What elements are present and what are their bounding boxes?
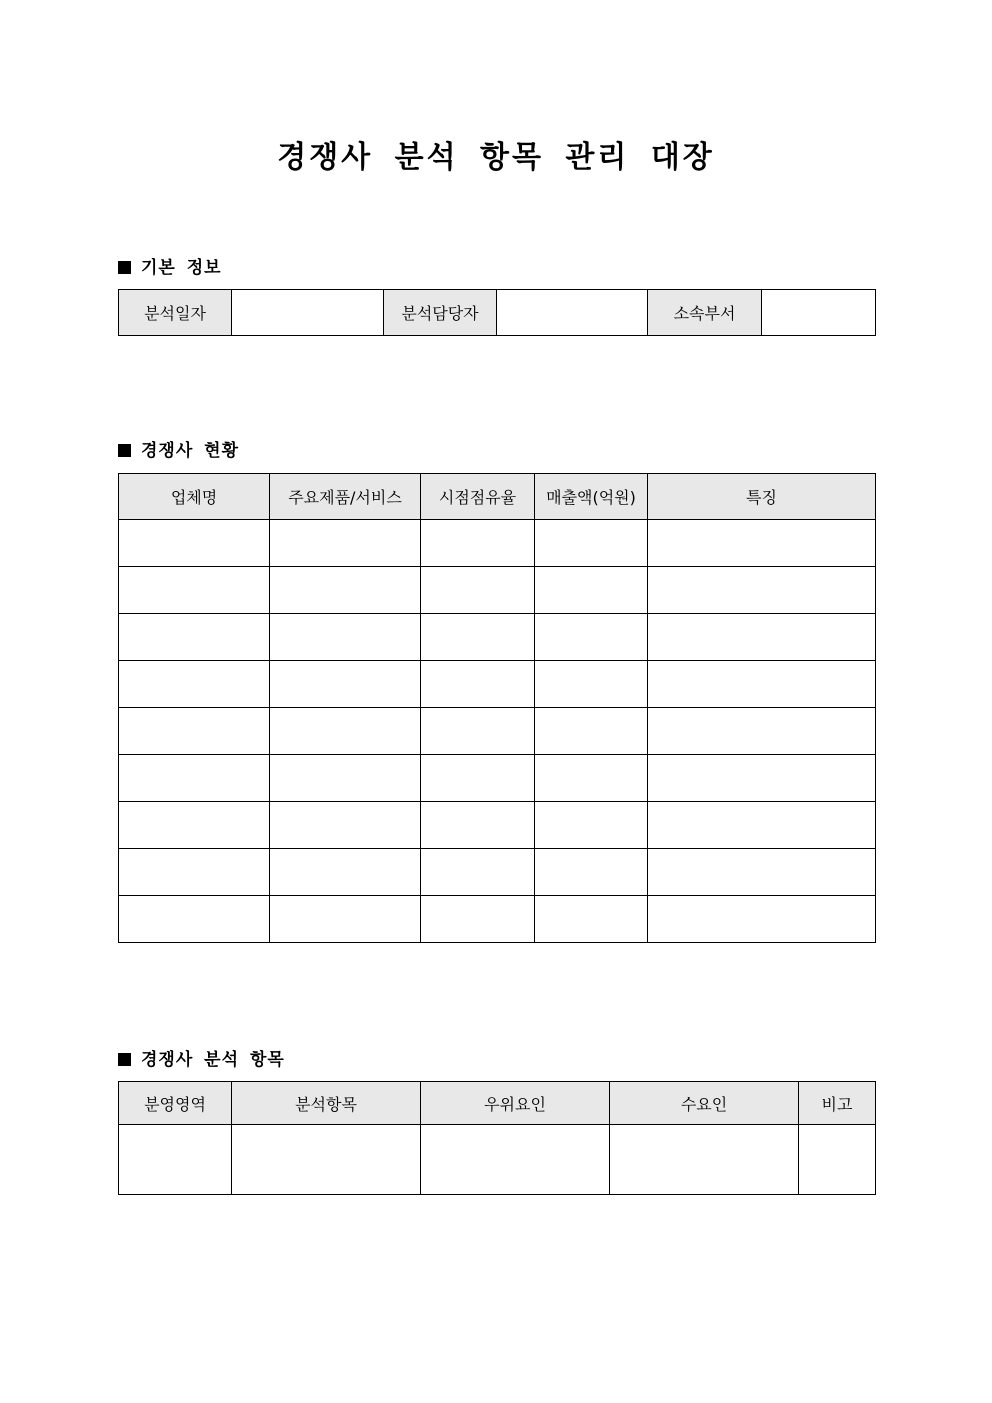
table-cell[interactable] [119,849,270,896]
table-row [119,661,876,708]
department-field[interactable] [762,290,876,336]
table-cell[interactable] [270,520,421,567]
table-cell[interactable] [270,802,421,849]
column-header: 특징 [648,474,876,520]
column-header: 수요인 [610,1082,799,1125]
table-cell[interactable] [648,614,876,661]
analysis-items-table [118,1081,876,1195]
column-header: 업체명 [119,474,270,520]
column-header: 우위요인 [421,1082,610,1125]
analyst-label: 분석담당자 [384,290,497,336]
table-cell[interactable] [119,708,270,755]
table-cell[interactable] [421,614,535,661]
table-cell[interactable] [119,520,270,567]
table-cell[interactable] [421,755,535,802]
column-header: 주요제품/서비스 [270,474,421,520]
column-header: 분석항목 [232,1082,421,1125]
table-cell[interactable] [270,708,421,755]
table-cell[interactable] [648,708,876,755]
section-heading-competitors [118,436,239,461]
analyst-field[interactable] [497,290,648,336]
table-cell[interactable] [648,520,876,567]
table-cell[interactable] [119,1125,232,1195]
table-row [119,896,876,943]
section-heading-analysis [118,1045,285,1070]
table-cell[interactable] [421,661,535,708]
table-cell[interactable] [648,755,876,802]
table-row [119,755,876,802]
analysis-date-label: 분석일자 [119,290,232,336]
table-cell[interactable] [119,567,270,614]
table-cell[interactable] [119,896,270,943]
table-header-row [119,1082,876,1125]
table-cell[interactable] [648,661,876,708]
table-cell[interactable] [421,1125,610,1195]
table-row [119,290,876,336]
column-header: 분영영역 [119,1082,232,1125]
table-cell[interactable] [535,567,648,614]
table-cell[interactable] [799,1125,876,1195]
section-heading-label: 경쟁사 분석 항목 [141,1050,285,1070]
table-cell[interactable] [421,520,535,567]
square-bullet-icon [118,1053,131,1066]
table-cell[interactable] [535,896,648,943]
table-cell[interactable] [610,1125,799,1195]
page-title: 경쟁사 분석 항목 관리 대장 [277,140,715,175]
table-cell[interactable] [421,708,535,755]
column-header: 매출액(억원) [535,474,648,520]
column-header: 시점점유율 [421,474,535,520]
table-cell[interactable] [421,849,535,896]
table-cell[interactable] [535,708,648,755]
table-cell[interactable] [535,614,648,661]
table-row [119,849,876,896]
table-cell[interactable] [535,520,648,567]
table-row [119,614,876,661]
analysis-date-field[interactable] [232,290,384,336]
column-header: 비고 [799,1082,876,1125]
table-cell[interactable] [648,849,876,896]
table-row [119,567,876,614]
table-cell[interactable] [270,661,421,708]
square-bullet-icon [118,444,131,457]
table-cell[interactable] [421,896,535,943]
section-heading-label: 경쟁사 현황 [141,441,240,461]
table-cell[interactable] [648,567,876,614]
table-cell[interactable] [119,802,270,849]
competitor-status-table [118,473,876,943]
table-row [119,1125,876,1195]
table-cell[interactable] [270,849,421,896]
table-row [119,802,876,849]
table-cell[interactable] [535,661,648,708]
table-cell[interactable] [270,614,421,661]
table-cell[interactable] [119,661,270,708]
table-cell[interactable] [535,849,648,896]
section-heading-basic-info [118,253,222,278]
table-cell[interactable] [535,802,648,849]
table-header-row [119,474,876,520]
department-label: 소속부서 [648,290,762,336]
table-cell[interactable] [270,896,421,943]
table-cell[interactable] [232,1125,421,1195]
table-cell[interactable] [648,896,876,943]
basic-info-table [118,289,876,336]
table-cell[interactable] [535,755,648,802]
table-cell[interactable] [421,567,535,614]
table-cell[interactable] [119,614,270,661]
table-cell[interactable] [270,755,421,802]
table-row [119,708,876,755]
square-bullet-icon [118,261,131,274]
table-row [119,520,876,567]
table-cell[interactable] [119,755,270,802]
table-cell[interactable] [648,802,876,849]
section-heading-label: 기본 정보 [141,258,222,278]
table-cell[interactable] [421,802,535,849]
table-cell[interactable] [270,567,421,614]
